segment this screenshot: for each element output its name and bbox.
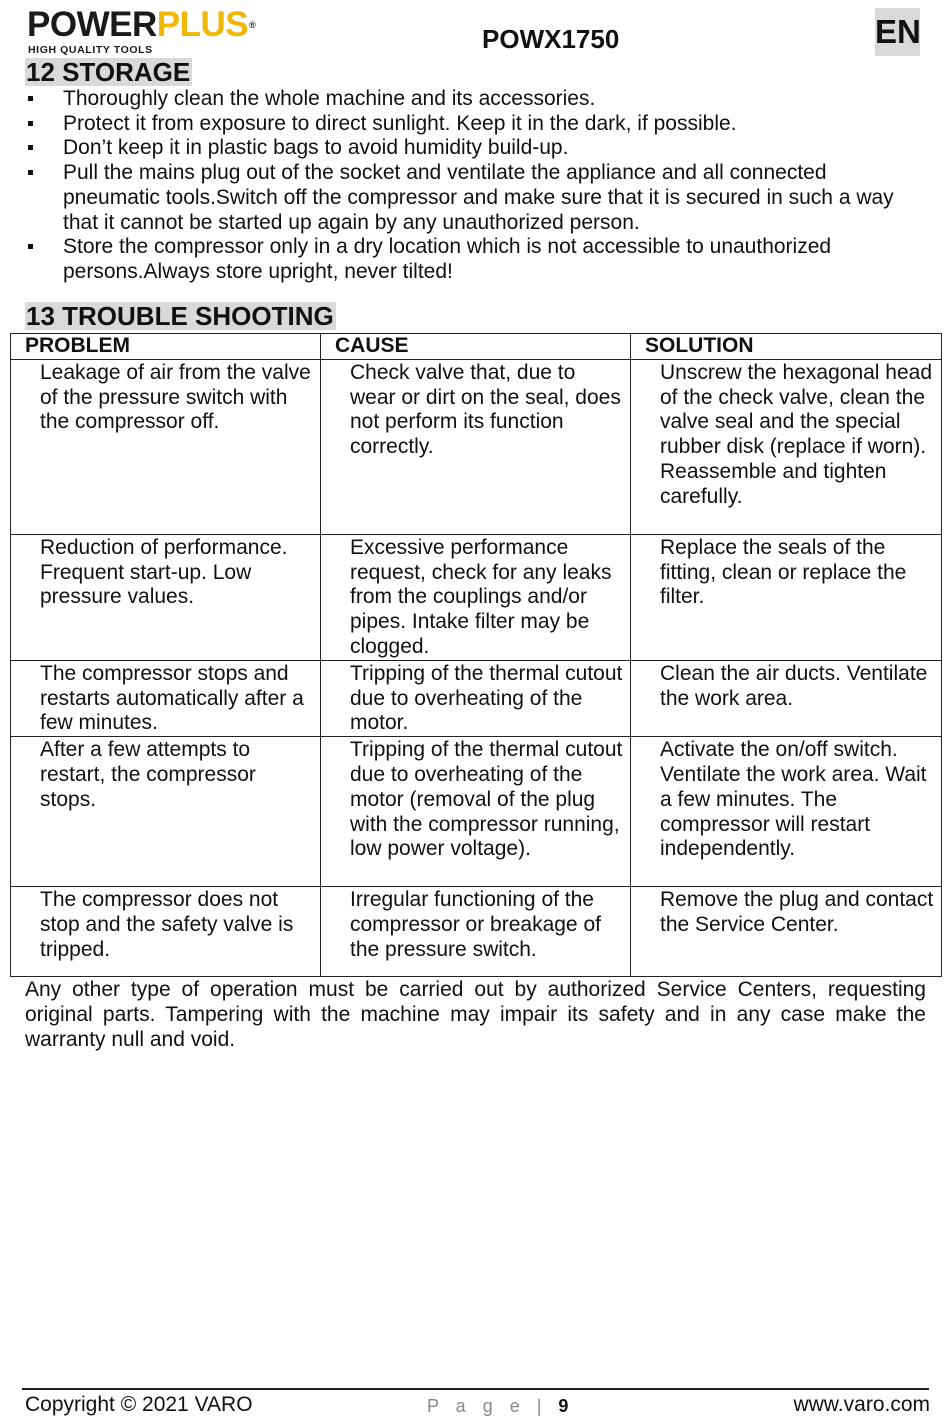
copyright-text: Copyright © 2021 VARO [25, 1393, 253, 1416]
table-row [11, 660, 942, 736]
problem-cell: The compressor stops and restarts automatically after a few minutes. [11, 660, 321, 736]
troubleshooting-heading: 13 TROUBLE SHOOTING [26, 301, 334, 331]
brand-logo [27, 5, 287, 56]
table-row [11, 359, 942, 534]
problem-cell: Leakage of air from the valve of the pressure switch with the compressor off. [11, 359, 321, 534]
problem-cell: Reduction of performance. Frequent start-up. Low pressure values. [11, 534, 321, 660]
page-number: 9 [558, 1396, 569, 1416]
problem-cell: After a few attempts to restart, the compressor stops. [11, 737, 321, 887]
solution-cell: Replace the seals of the fitting, clean or replace the filter. [631, 534, 942, 660]
problem-cell: The compressor does not stop and the safety valve is tripped. [11, 887, 321, 977]
column-header-problem: PROBLEM [11, 334, 321, 360]
table-row [11, 887, 942, 977]
solution-cell: Remove the plug and contact the Service Center. [631, 887, 942, 977]
storage-heading: 12 STORAGE [26, 57, 191, 87]
solution-cell: Activate the on/off switch. Ventilate the work area. Wait a few minutes. The compressor will restart independently. [631, 737, 942, 887]
list-item: Don’t keep it in plastic bags to avoid humidity build-up. [25, 136, 925, 161]
solution-cell: Clean the air ducts. Ventilate the work area. [631, 660, 942, 736]
website-link[interactable]: www.varo.com [793, 1393, 930, 1416]
page-indicator [427, 1396, 568, 1417]
logo-tagline: HIGH QUALITY TOOLS [28, 44, 153, 56]
logo-plus: PLUS [156, 5, 249, 44]
table-header-row [11, 334, 942, 360]
list-item: Pull the mains plug out of the socket and ventilate the appliance and all connected pneumatic tools.Switch off the compressor and make sure that it is secured in such a way that it cannot be started up again by any unauthorized person. [25, 161, 925, 235]
logo-power: POWER [27, 5, 157, 44]
storage-list [25, 87, 925, 285]
list-item: Store the compressor only in a dry location which is not accessible to unauthorized persons.Always store upright, never tilted! [25, 235, 925, 284]
list-item: Protect it from exposure to direct sunlight. Keep it in the dark, if possible. [25, 112, 925, 137]
troubleshooting-table [10, 333, 942, 977]
language-badge: EN [875, 8, 920, 56]
footer-divider [22, 1388, 929, 1390]
table-row [11, 737, 942, 887]
service-note: Any other type of operation must be carried out by authorized Service Centers, requesting original parts. Tampering with the machine may impair its safety and in any case make the warranty null and void. [25, 978, 926, 1051]
table-row [11, 534, 942, 660]
cause-cell: Tripping of the thermal cutout due to overheating of the motor. [321, 660, 631, 736]
model-number: POWX1750 [482, 24, 620, 54]
cause-cell: Irregular functioning of the compressor or breakage of the pressure switch. [321, 887, 631, 977]
list-item: Thoroughly clean the whole machine and its accessories. [25, 87, 925, 112]
page-label: P a g e [427, 1396, 526, 1416]
cause-cell: Tripping of the thermal cutout due to overheating of the motor (removal of the plug with the compressor running, low power voltage). [321, 737, 631, 887]
column-header-solution: SOLUTION [631, 334, 942, 360]
cause-cell: Check valve that, due to wear or dirt on the seal, does not perform its function correctly. [321, 359, 631, 534]
logo-wordmark [27, 6, 255, 44]
solution-cell: Unscrew the hexagonal head of the check valve, clean the valve seal and the special rubber disk (replace if worn). Reassemble and tighten carefully. [631, 359, 942, 534]
page-separator: | [525, 1396, 559, 1416]
logo-registered-mark: ® [249, 20, 256, 30]
column-header-cause: CAUSE [321, 334, 631, 360]
cause-cell: Excessive performance request, check for any leaks from the couplings and/or pipes. Intake filter may be clogged. [321, 534, 631, 660]
